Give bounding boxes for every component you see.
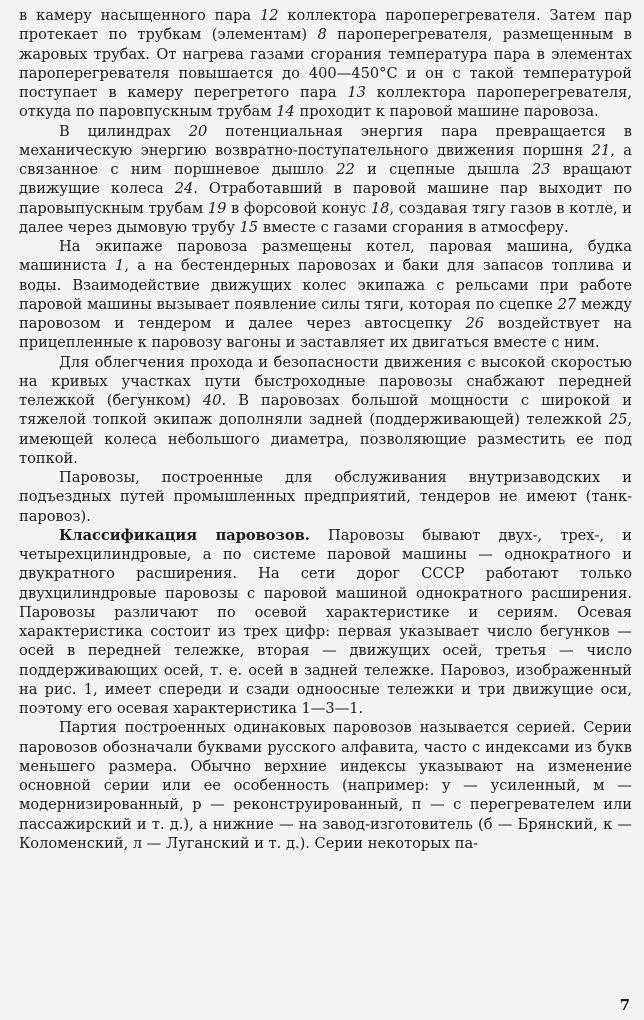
text-run: Паровозы бывают двух-, трех-, и четырехцилиндровые, а по системе паровой машины — однократного и двукратного расширения. На сети дорог СССР работают только двухцилиндровые паровозы с паровой машиной однократного расширения. Паровозы различают по осевой характеристике и сериям. Осевая характеристика состоит из трех цифр: первая указывает число бегунков — осей в передней тележке, вторая — движущих осей, третья — число поддерживающих осей, т. е. осей в задней тележке. Паровоз, изображенный на рис. 1, имеет спереди и сзади одноосные тележки и три движущие оси, поэтому его осевая характеристика 1—3—1.	[19, 526, 632, 717]
text-run: , а на бестендерных паровозах и баки для запасов топлива и воды. Взаимодействие движущих колес экипажа с рельсами при работе паровой машины вызывает появление силы тяги, которая по сцепке	[19, 257, 632, 313]
text-run: пароперегревателя, размещенным в жаровых трубах. От нагрева газами сгорания температура пара в элементах пароперегревателя повышается до 400—450°C и он с такой температурой поступает в камеру перегретого пара	[19, 26, 632, 101]
reference-number: 40	[202, 392, 222, 409]
text-run: проходит к паровой машине паровоза.	[294, 103, 599, 121]
paragraph	[19, 353, 632, 469]
reference-number: 25	[608, 411, 628, 429]
paragraph	[19, 122, 632, 238]
text-body	[19, 6, 632, 853]
text-run: в камеру насыщенного пара	[19, 7, 260, 24]
reference-number: 24	[174, 180, 194, 198]
reference-number: 14	[276, 103, 295, 121]
text-run: Для облегчения прохода и безопасности движения с высокой скоростью на кривых участках пути быстроходные паровозы снабжают передней тележкой (бегунком)	[19, 353, 632, 409]
text-run: , создавая тягу газов в котле, и далее через дымовую трубу	[19, 199, 632, 236]
text-run: . В паровозах большой мощности с широкой и тяжелой топкой экипаж дополняли задней (поддерживающей) тележкой	[19, 392, 632, 429]
text-run: , а связанное с ним поршневое дышло	[19, 141, 632, 178]
text-run: в форсовой конус	[226, 199, 371, 217]
reference-number: 22	[336, 161, 355, 178]
text-run: коллектора пароперегревателя, откуда по паровпускным трубам	[19, 84, 632, 121]
paragraph	[19, 526, 632, 719]
text-run: , имеющей колеса небольшого диаметра, позволяющие разместить ее под топкой.	[19, 411, 632, 467]
text-run: . Отработавший в паровой машине пар выходит по паровыпускным трубам	[19, 180, 632, 217]
paragraph	[19, 468, 632, 526]
reference-number: 26	[465, 315, 485, 332]
text-run: вращают движущие колеса	[19, 161, 632, 198]
reference-number: 27	[557, 295, 577, 313]
reference-number: 18	[370, 199, 390, 217]
text-run: между паровозом и тендером и далее через автосцепку	[19, 295, 632, 332]
text-run: воздействует на прицепленные к паровозу вагоны и заставляет их двигаться вместе с ним.	[19, 315, 633, 352]
reference-number: 20	[188, 122, 208, 140]
text-run: Паровозы, построенные для обслуживания внутризаводских и подъездных путей промышленных предприятий, тендеров не имеют (танк-паровоз).	[19, 469, 632, 525]
reference-number: 12	[259, 7, 279, 24]
paragraph	[19, 6, 632, 122]
text-run: В цилиндрах	[59, 122, 189, 140]
reference-number: 23	[531, 161, 551, 178]
text-run: вместе с газами сгорания в атмосферу.	[258, 218, 569, 236]
text-run: На экипаже паровоза размещены котел, паровая машина, будка машиниста	[19, 238, 632, 275]
reference-number: 8	[317, 26, 327, 44]
text-run: Партия построенных одинаковых паровозов называется серией. Серии паровозов обозначали буквами русского алфавита, часто с индексами из букв меньшего размера. Обычно верхние индексы указывают на изменение основной серии или ее особенность (например: у — усиленный, м — модернизированный, р — реконструированный, п — с перегревателем или пассажирский и т. д.), а нижние — на завод-изготовитель (б — Брянский, к — Коломенский, л — Луганский и т. д.). Серии некоторых па-	[19, 719, 632, 852]
text-run: коллектора пароперегревателя. Затем пар протекает по трубкам (элементам)	[19, 7, 632, 44]
paragraph	[19, 237, 632, 353]
reference-number: 21	[591, 141, 611, 159]
page-number: 7	[619, 996, 630, 1014]
text-run: и сцепные дышла	[354, 161, 532, 178]
reference-number: 15	[239, 218, 259, 236]
paragraph	[19, 718, 632, 853]
section-heading: Классификация паровозов.	[59, 526, 310, 544]
text-run: потенциальная энергия пара превращается в механическую энергию возвратно-поступательного движения поршня	[19, 122, 632, 159]
reference-number: 19	[207, 199, 227, 217]
reference-number: 1	[115, 257, 125, 275]
reference-number: 13	[347, 84, 366, 101]
